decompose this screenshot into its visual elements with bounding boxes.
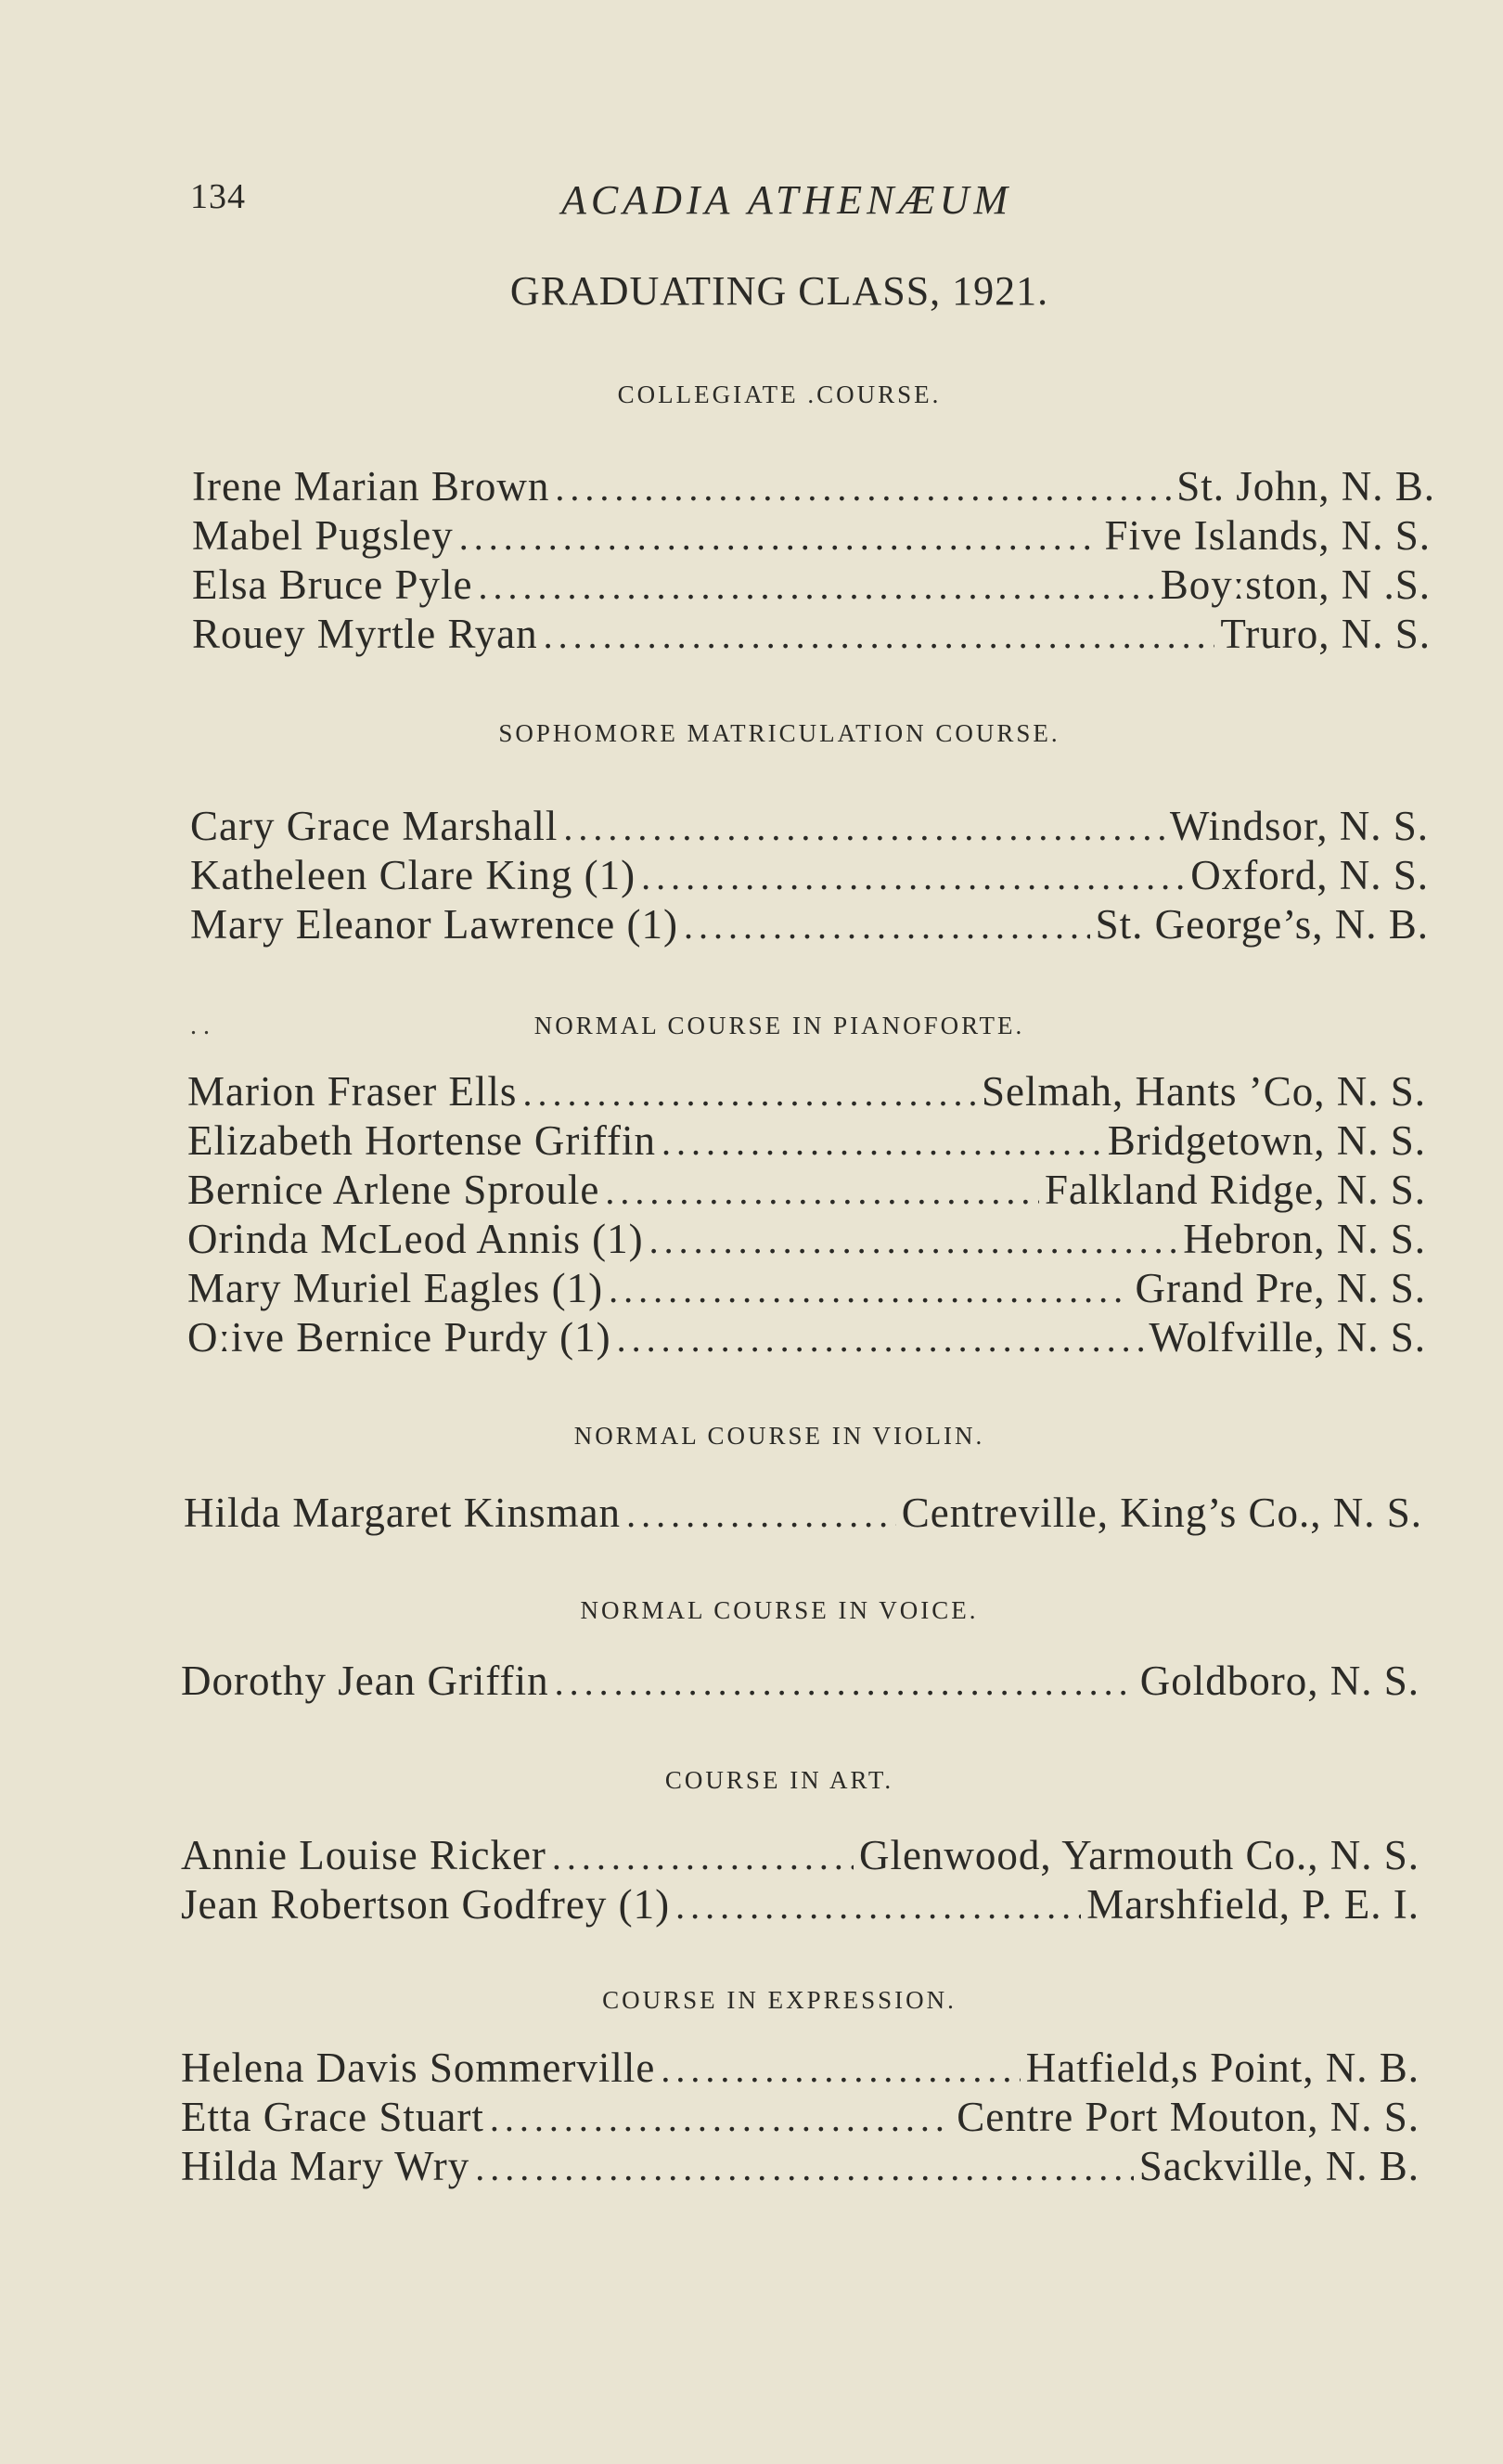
dot-leader [563, 806, 1164, 849]
graduate-entry [192, 561, 1431, 611]
dot-leader [490, 2096, 951, 2140]
graduate-residence: Hatfield,s Point, N. B. [1025, 2045, 1420, 2091]
dot-leader [555, 466, 1171, 510]
dot-leader [675, 1884, 1081, 1928]
graduate-entry [187, 1166, 1426, 1216]
graduate-residence: Grand Pre, N. S. [1135, 1265, 1426, 1311]
graduate-name: Mary Muriel Eagles (1) [187, 1265, 604, 1311]
dot-leader [617, 1317, 1144, 1361]
graduate-residence: Hebron, N. S. [1183, 1216, 1426, 1262]
stray-print-mark: . . [190, 1012, 210, 1040]
dot-leader [522, 1071, 976, 1115]
graduate-name: Irene Marian Brown [192, 463, 550, 510]
section-heading-collegiate: COLLEGIATE .COURSE. [617, 381, 942, 408]
graduate-entry [192, 511, 1431, 561]
graduate-name: Helena Davis Sommerville [181, 2045, 656, 2091]
dot-leader [555, 1660, 1135, 1704]
graduate-name: Etta Grace Stuart [181, 2094, 484, 2140]
graduate-residence: St. John, N. B. [1176, 463, 1435, 510]
graduate-name: Annie Louise Ricker [181, 1832, 546, 1878]
graduate-name: Hilda Margaret Kinsman [184, 1490, 622, 1536]
graduate-name: Rouey Myrtle Ryan [192, 611, 538, 657]
graduate-name: Elizabeth Hortense Griffin [187, 1117, 657, 1164]
graduate-entry [190, 802, 1429, 852]
graduate-entry [181, 2142, 1420, 2192]
graduate-entry [181, 2044, 1420, 2094]
graduate-residence: Selmah, Hants ’Co, N. S. [982, 1068, 1426, 1115]
dot-leader [478, 564, 1154, 608]
class-title: GRADUATING CLASS, 1921. [509, 268, 1049, 314]
section-heading-sophomore: SOPHOMORE MATRICULATION COURSE. [498, 719, 1060, 747]
section-heading-expression: COURSE IN EXPRESSION. [602, 1986, 957, 2014]
dot-leader [661, 2047, 1020, 2091]
dot-leader [649, 1219, 1178, 1262]
graduate-name: Jean Robertson Godfrey (1) [181, 1881, 671, 1928]
page-number: 134 [190, 177, 246, 216]
graduate-residence: Sackville, N. B. [1138, 2143, 1420, 2189]
graduate-entry [181, 1831, 1420, 1881]
graduate-name: Katheleen Clare King (1) [190, 852, 636, 898]
graduate-name: Dorothy Jean Griffin [181, 1658, 549, 1704]
graduate-residence: Glenwood, Yarmouth Co., N. S. [858, 1832, 1420, 1878]
graduate-residence: Windsor, N. S. [1169, 803, 1429, 849]
dot-leader [662, 1120, 1102, 1164]
graduate-residence: Centreville, King’s Co., N. S. [901, 1490, 1422, 1536]
dot-leader [641, 855, 1185, 898]
section-heading-voice: NORMAL COURSE IN VOICE. [580, 1596, 979, 1624]
graduate-residence: St. George’s, N. B. [1095, 901, 1429, 948]
graduate-entry [181, 1657, 1420, 1707]
graduate-entry [187, 1264, 1426, 1314]
graduate-name: Bernice Arlene Sproule [187, 1167, 600, 1213]
graduate-entry [190, 900, 1429, 950]
graduate-name: Mabel Pugsley [192, 512, 454, 559]
graduate-name: Marion Fraser Ells [187, 1068, 518, 1115]
graduate-residence: Marshfield, P. E. I. [1086, 1881, 1420, 1928]
graduate-entry [187, 1215, 1426, 1265]
graduate-residence: Bridgetown, N. S. [1107, 1117, 1426, 1164]
graduate-residence: Wolfville, N. S. [1149, 1314, 1426, 1361]
graduate-name: Orinda McLeod Annis (1) [187, 1216, 644, 1262]
graduate-residence: Truro, N. S. [1220, 611, 1431, 657]
section-heading-pianoforte: NORMAL COURSE IN PIANOFORTE. [533, 1012, 1025, 1039]
graduate-entry [187, 1313, 1426, 1363]
graduate-residence: Centre Port Mouton, N. S. [957, 2094, 1420, 2140]
graduate-entry [192, 610, 1431, 660]
graduate-name: Cary Grace Marshall [190, 803, 559, 849]
section-heading-violin: NORMAL COURSE IN VIOLIN. [573, 1422, 985, 1450]
dot-leader [684, 904, 1090, 948]
graduate-name: Elsa Bruce Pyle [192, 561, 473, 608]
graduate-entry [192, 462, 1435, 512]
graduate-name: Oːive Bernice Purdy (1) [187, 1314, 611, 1361]
graduate-residence: Boyːston, N .S. [1160, 561, 1431, 608]
dot-leader [605, 1169, 1039, 1213]
graduate-entry [184, 1489, 1422, 1539]
section-heading-art: COURSE IN ART. [664, 1766, 894, 1794]
graduate-entry [187, 1116, 1426, 1167]
dot-leader [609, 1268, 1129, 1311]
graduate-residence: Oxford, N. S. [1190, 852, 1429, 898]
dot-leader [544, 613, 1215, 657]
graduate-name: Mary Eleanor Lawrence (1) [190, 901, 678, 948]
graduate-entry [181, 1880, 1420, 1930]
graduate-entry [190, 851, 1429, 901]
graduate-residence: Falkland Ridge, N. S. [1045, 1167, 1426, 1213]
dot-leader [475, 2146, 1133, 2189]
dot-leader [626, 1492, 896, 1536]
graduate-residence: Five Islands, N. S. [1104, 512, 1431, 559]
graduate-entry [181, 2093, 1420, 2143]
graduate-entry [187, 1067, 1426, 1117]
graduate-name: Hilda Mary Wry [181, 2143, 470, 2189]
journal-title: ACADIA ATHENÆUM [561, 177, 1013, 223]
dot-leader [552, 1835, 854, 1878]
running-head [190, 176, 1424, 232]
dot-leader [459, 515, 1099, 559]
graduate-residence: Goldboro, N. S. [1139, 1658, 1420, 1704]
